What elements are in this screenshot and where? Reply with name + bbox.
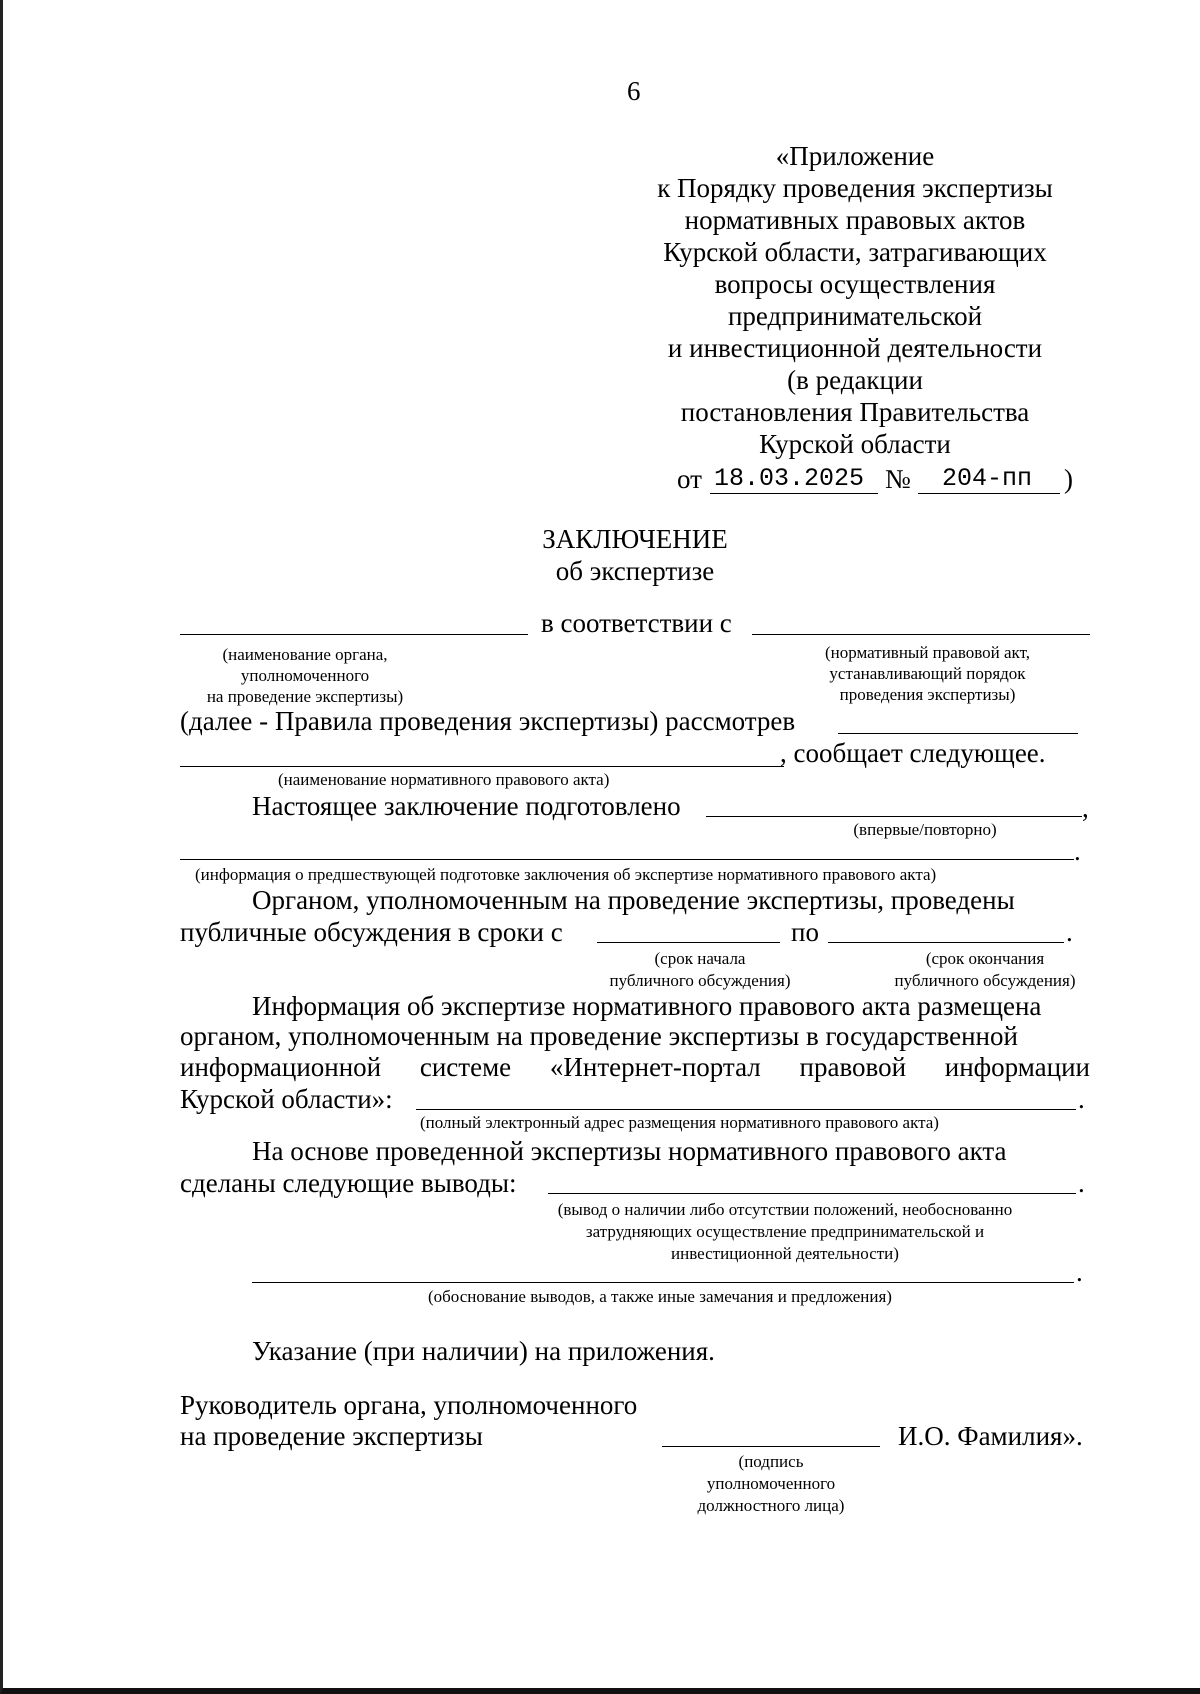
prepared-text: Настоящее заключение подготовлено <box>252 791 681 821</box>
signature-field[interactable] <box>662 1446 880 1447</box>
hint-line: (нормативный правовой акт, <box>825 643 1030 662</box>
hint-line: проведения экспертизы) <box>839 685 1016 704</box>
hint-start <box>590 948 810 992</box>
head-line1: Руководитель органа, уполномоченного <box>180 1390 638 1420</box>
number-sign: № <box>885 464 911 494</box>
hint-line: (наименование органа, <box>222 645 388 664</box>
field-end-date[interactable] <box>828 942 1064 943</box>
to-text: по <box>791 917 819 947</box>
para3-line1: На основе проведенной экспертизы нормативного правового акта <box>252 1136 1007 1166</box>
head-line2: на проведение экспертизы <box>180 1421 483 1451</box>
hint-conclusion <box>505 1199 1065 1265</box>
appendix-line: «Приложение <box>775 141 935 171</box>
period: . <box>1066 917 1073 947</box>
hint-line: затрудняющих осуществление предпринимательской и <box>585 1222 985 1241</box>
para2-line3: информационной системе «Интернет-портал правовой информации <box>180 1052 1090 1082</box>
signature-name: И.О. Фамилия». <box>898 1421 1083 1451</box>
hint-line: публичного обсуждения) <box>609 971 791 990</box>
hint-end <box>870 948 1100 992</box>
appendix-line: нормативных правовых актов <box>684 205 1026 235</box>
hint-line: уполномоченного <box>706 1474 836 1493</box>
reports-text: , сообщает следующее. <box>780 738 1046 768</box>
page-number: 6 <box>627 76 641 106</box>
appendix-line: Курской области, затрагивающих <box>663 237 1047 267</box>
appendix-header <box>655 140 1055 460</box>
field-act-name-1[interactable] <box>838 733 1078 734</box>
para2-line2: органом, уполномоченным на проведение экспертизы в государственной <box>180 1021 1018 1051</box>
para3-line2: сделаны следующие выводы: <box>180 1168 517 1198</box>
document-title: ЗАКЛЮЧЕНИЕ <box>542 524 728 554</box>
hint-justification: (обоснование выводов, а также иные замечания и предложения) <box>428 1287 892 1306</box>
resolution-number: 204-пп <box>942 464 1033 493</box>
para2-line4: Курской области»: <box>180 1084 393 1114</box>
hint-line: (подпись <box>738 1452 804 1471</box>
appendix-line: вопросы осуществления <box>714 269 996 299</box>
appendix-line: к Порядку проведения экспертизы <box>657 173 1053 203</box>
appendix-line: и инвестиционной деятельности <box>667 333 1043 363</box>
number-underline <box>918 493 1060 494</box>
hint-line: публичного обсуждения) <box>894 971 1076 990</box>
period: . <box>1074 836 1081 866</box>
field-url[interactable] <box>416 1109 1076 1110</box>
field-start-date[interactable] <box>597 942 780 943</box>
close-paren: ) <box>1064 464 1073 494</box>
appendix-line: (в редакции <box>787 365 923 395</box>
hint-line: устанавливающий порядок <box>829 664 1026 683</box>
field-regulation-act[interactable] <box>752 634 1090 635</box>
field-act-name-2[interactable] <box>180 766 784 767</box>
date-underline <box>710 493 878 494</box>
period: . <box>1078 1168 1085 1198</box>
rules-text: (далее - Правила проведения экспертизы) рассмотрев <box>180 706 796 736</box>
period: . <box>1076 1257 1083 1287</box>
resolution-date: 18.03.2025 <box>714 464 865 493</box>
hint-line: должностного лица) <box>697 1496 845 1515</box>
hint-previous: (информация о предшествующей подготовке заключения об экспертизе нормативного правового акта) <box>195 865 937 884</box>
hint-url: (полный электронный адрес размещения нормативного правового акта) <box>420 1113 939 1132</box>
para1-line2: публичные обсуждения в сроки с <box>180 917 563 947</box>
field-justification[interactable] <box>252 1282 1074 1283</box>
hint-first-repeat: (впервые/повторно) <box>853 820 997 839</box>
hint-body <box>180 644 430 707</box>
appendix-line: Курской области <box>759 429 951 459</box>
document-subtitle: об экспертизе <box>555 556 715 586</box>
field-conclusion[interactable] <box>548 1193 1076 1194</box>
attachments-text: Указание (при наличии) на приложения. <box>252 1336 715 1366</box>
period: . <box>1078 1084 1085 1114</box>
hint-line: (вывод о наличии либо отсутствии положений, необоснованно <box>557 1200 1013 1219</box>
hint-act <box>780 642 1075 705</box>
hint-signature <box>660 1451 882 1517</box>
hint-line: (срок начала <box>654 949 746 968</box>
hint-line: (срок окончания <box>925 949 1045 968</box>
field-previous-info[interactable] <box>180 859 1074 860</box>
para2-line1: Информация об экспертизе нормативного правового акта размещена <box>252 991 1042 1021</box>
comma: , <box>1082 793 1089 823</box>
para1-line1: Органом, уполномоченным на проведение экспертизы, проведены <box>252 885 1015 915</box>
in-accordance-text: в соответствии с <box>541 608 732 638</box>
appendix-line: предпринимательской <box>727 301 983 331</box>
from-label: от <box>677 464 702 494</box>
hint-line: уполномоченного <box>240 666 370 685</box>
appendix-line: постановления Правительства <box>680 397 1030 427</box>
hint-line: на проведение экспертизы) <box>206 687 404 706</box>
hint-act-name: (наименование нормативного правового акта) <box>278 770 610 789</box>
field-body-name[interactable] <box>180 634 528 635</box>
field-first-repeat[interactable] <box>706 816 1082 817</box>
hint-line: инвестиционной деятельности) <box>671 1244 899 1263</box>
